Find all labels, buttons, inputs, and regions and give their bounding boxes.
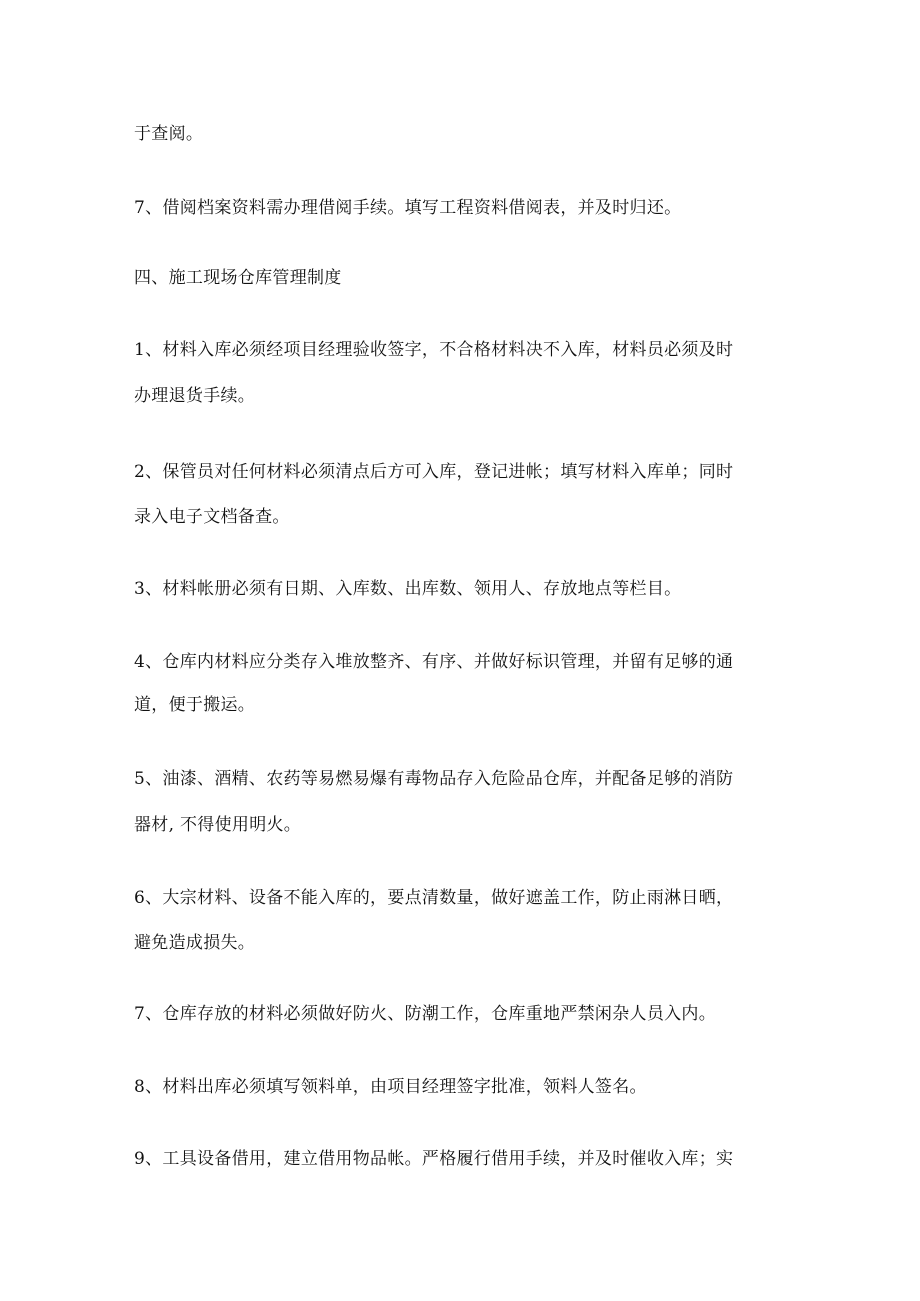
text-line: 办理退货手续。 (134, 386, 256, 406)
text-line: 避免造成损失。 (134, 933, 256, 953)
text-line: 录入电子文档备查。 (134, 507, 290, 527)
text-line: 7、仓库存放的材料必须做好防火、防潮工作，仓库重地严禁闲杂人员入内。 (134, 1004, 717, 1024)
text-line: 1、材料入库必须经项目经理验收签字，不合格材料决不入库，材料员必须及时 (134, 340, 734, 360)
text-line: 于查阅。 (134, 124, 204, 144)
text-line: 6、大宗材料、设备不能入库的，要点清数量，做好遮盖工作，防止雨淋日晒， (134, 888, 734, 908)
text-line: 8、材料出库必须填写领料单，由项目经理签字批准，领料人签名。 (134, 1077, 647, 1097)
text-line: 道，便于搬运。 (134, 695, 256, 715)
text-line: 9、工具设备借用，建立借用物品帐。严格履行借用手续，并及时催收入库；实 (134, 1149, 734, 1169)
text-line: 2、保管员对任何材料必须清点后方可入库，登记进帐；填写材料入库单；同时 (134, 462, 734, 482)
text-line: 7、借阅档案资料需办理借阅手续。填写工程资料借阅表，并及时归还。 (134, 198, 682, 218)
text-line: 4、仓库内材料应分类存入堆放整齐、有序、并做好标识管理，并留有足够的通 (134, 652, 734, 672)
text-line: 5、油漆、酒精、农药等易燃易爆有毒物品存入危险品仓库，并配备足够的消防 (134, 769, 734, 789)
section-heading: 四、施工现场仓库管理制度 (134, 268, 342, 288)
text-line: 器材, 不得使用明火。 (134, 815, 302, 835)
text-line: 3、材料帐册必须有日期、入库数、出库数、领用人、存放地点等栏目。 (134, 579, 682, 599)
